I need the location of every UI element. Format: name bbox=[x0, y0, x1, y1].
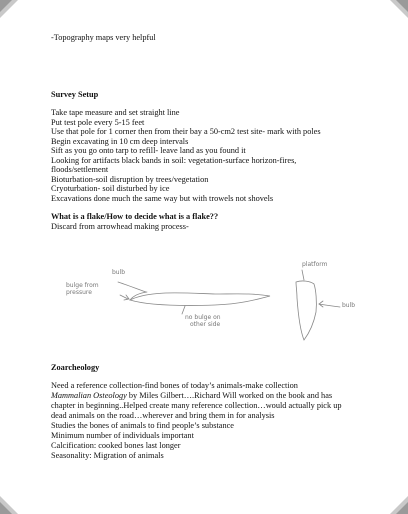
book-rest: by Miles Gilbert….Richard Will worked on the book and has bbox=[126, 391, 333, 400]
zoo-heading: Zoarcheology bbox=[51, 363, 100, 372]
zoo-line: dead animals on the road…wherever and bring them in for analysis bbox=[51, 411, 275, 420]
flake-heading: What is a flake/How to decide what is a flake?? bbox=[51, 212, 219, 221]
corner-fold-top-left bbox=[0, 0, 20, 20]
book-title: Mammalian Osteology bbox=[51, 391, 127, 400]
zoo-line-book bbox=[51, 391, 332, 401]
zoo-line: Need a reference collection-find bones of today’s animals-make collection bbox=[51, 381, 298, 390]
survey-line: Cryoturbation- soil disturbed by ice bbox=[51, 184, 170, 193]
survey-line: Excavations done much the same way but with trowels not shovels bbox=[51, 193, 274, 203]
zoo-line: Calcification: cooked bones last longer bbox=[51, 441, 181, 450]
zoo-line: Studies the bones of animals to find people’s substance bbox=[51, 421, 234, 430]
corner-fold-bottom-right bbox=[386, 494, 408, 514]
sketch-label-bulb-right: bulb bbox=[342, 302, 356, 309]
zoo-line: chapter in beginning..Helped create many reference collection…would actually pick up bbox=[51, 401, 342, 410]
topography-note: -Topography maps very helpful bbox=[51, 33, 156, 42]
sketch-label-pressure: pressure bbox=[66, 289, 92, 296]
survey-line: Looking for artifacts black bands in soil: vegetation-surface horizon-fires, bbox=[51, 155, 297, 165]
flake-line: Discard from arrowhead making process- bbox=[51, 222, 189, 231]
survey-line: Sift as you go onto tarp to refill- leave land as you found it bbox=[51, 146, 246, 155]
sketch-label-bulge: bulge from bbox=[66, 282, 99, 289]
survey-line: Bioturbation-soil disruption by trees/vegetation bbox=[51, 174, 209, 184]
corner-fold-top-right bbox=[386, 0, 408, 20]
survey-line: Take tape measure and set straight line bbox=[51, 108, 180, 117]
sketch-label-platform: platform bbox=[302, 261, 328, 268]
corner-fold-bottom-left bbox=[0, 494, 20, 514]
survey-line: floods/settlement bbox=[51, 165, 109, 174]
zoo-line: Minimum number of individuals important bbox=[51, 431, 194, 440]
zoo-line: Seasonality: Migration of animals bbox=[51, 451, 164, 460]
sketch-label-bulb: bulb bbox=[112, 269, 126, 276]
sketch-label-other-side: other side bbox=[190, 321, 221, 328]
flake-sketch bbox=[0, 250, 408, 350]
survey-line: Put test pole every 5-15 feet bbox=[51, 117, 145, 127]
survey-heading: Survey Setup bbox=[51, 90, 99, 99]
survey-line: Use that pole for 1 corner then from their bay a 50-cm2 test site- mark with poles bbox=[51, 127, 321, 136]
sketch-label-no-bulge: no bulge on bbox=[185, 314, 221, 321]
survey-line: Begin excavating in 10 cm deep intervals bbox=[51, 136, 189, 146]
